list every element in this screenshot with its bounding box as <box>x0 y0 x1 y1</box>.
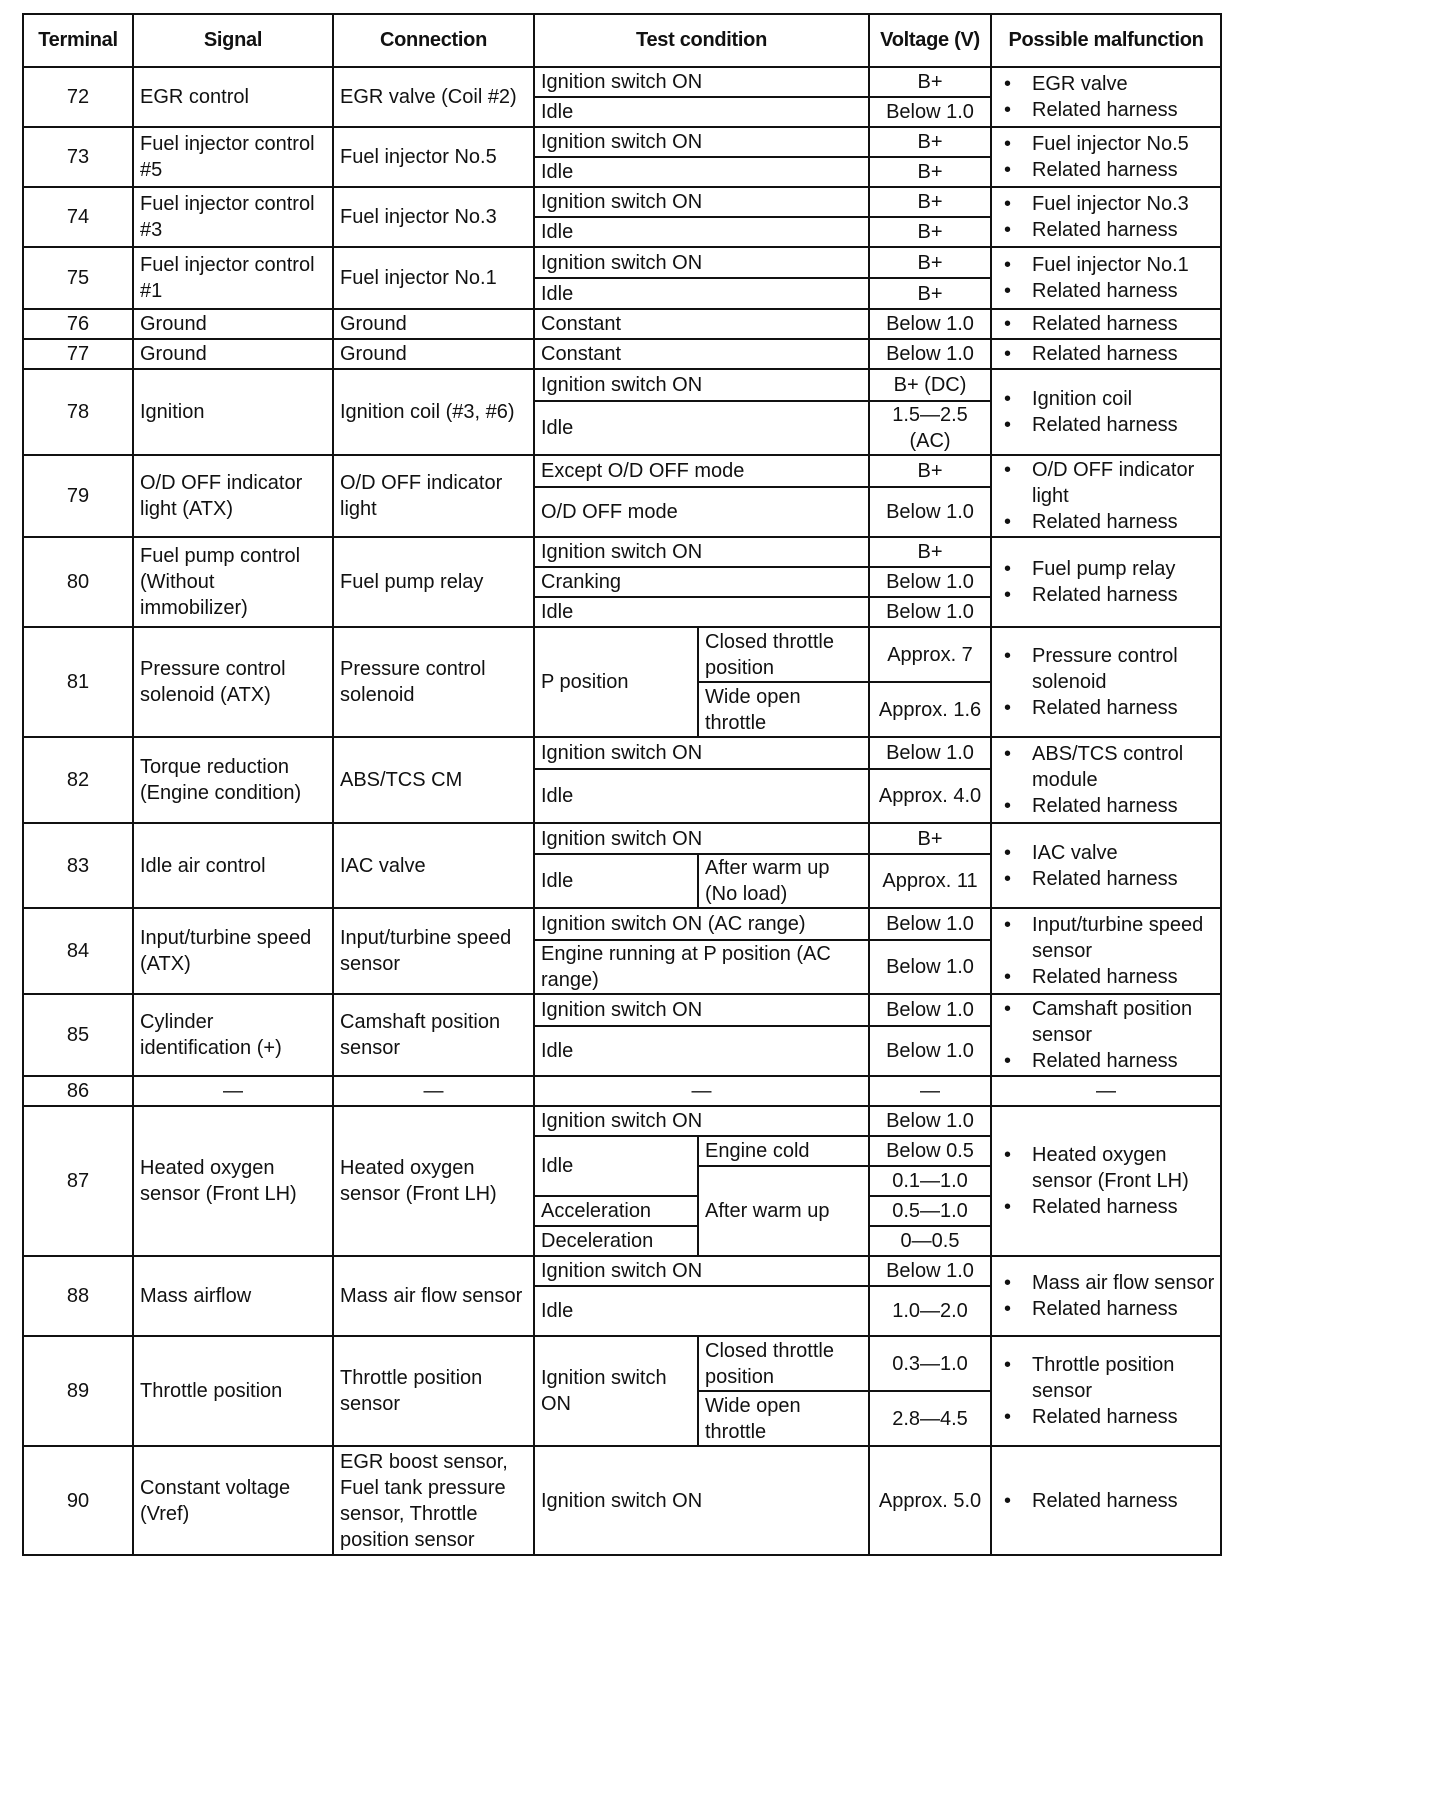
condition-sub-cell: After warm up (No load) <box>698 854 869 908</box>
condition-cell: Idle <box>534 1136 698 1196</box>
malfunction-item: • Related harness <box>1002 582 1216 608</box>
voltage-cell: 0—0.5 <box>869 1226 991 1256</box>
header-connection: Connection <box>333 14 534 67</box>
terminal-cell: 81 <box>23 627 133 737</box>
voltage-cell: — <box>869 1076 991 1106</box>
voltage-cell: B+ <box>869 247 991 278</box>
malfunction-item: • ABS/TCS control module <box>1002 741 1216 793</box>
voltage-cell: Approx. 5.0 <box>869 1446 991 1555</box>
malfunction-item: • Related harness <box>1002 695 1216 721</box>
connection-cell: IAC valve <box>333 823 534 908</box>
condition-cell: Ignition switch ON <box>534 247 869 278</box>
signal-cell: Fuel injector control #1 <box>133 247 333 309</box>
condition-cell: Ignition switch ON (AC range) <box>534 908 869 940</box>
malfunction-item: • Related harness <box>1002 311 1216 337</box>
voltage-cell: B+ (DC) <box>869 369 991 401</box>
malfunction-cell <box>991 1446 1221 1555</box>
connection-cell: Fuel pump relay <box>333 537 534 627</box>
table-row <box>23 455 1221 487</box>
terminal-cell: 77 <box>23 339 133 369</box>
signal-cell: EGR control <box>133 67 333 127</box>
malfunction-item: • Ignition coil <box>1002 386 1216 412</box>
signal-cell: Mass airflow <box>133 1256 333 1336</box>
voltage-cell: 1.5—2.5 (AC) <box>869 401 991 455</box>
voltage-cell: Approx. 11 <box>869 854 991 908</box>
signal-cell: Cylinder identification (+) <box>133 994 333 1076</box>
malfunction-item: • Related harness <box>1002 97 1216 123</box>
malfunction-item: • Fuel pump relay <box>1002 556 1216 582</box>
header-voltage: Voltage (V) <box>869 14 991 67</box>
signal-cell: Input/turbine speed (ATX) <box>133 908 333 994</box>
malfunction-item: • EGR valve <box>1002 71 1216 97</box>
voltage-cell: Below 1.0 <box>869 309 991 339</box>
connection-cell: Ground <box>333 309 534 339</box>
condition-cell: Except O/D OFF mode <box>534 455 869 487</box>
condition-cell: Idle <box>534 278 869 309</box>
signal-cell: Fuel injector control #5 <box>133 127 333 187</box>
malfunction-cell <box>991 737 1221 823</box>
voltage-cell: B+ <box>869 217 991 247</box>
table-row <box>23 537 1221 567</box>
voltage-cell: B+ <box>869 157 991 187</box>
table-row <box>23 908 1221 940</box>
malfunction-item: • Related harness <box>1002 1194 1216 1220</box>
terminal-cell: 79 <box>23 455 133 537</box>
connection-cell: O/D OFF indicator light <box>333 455 534 537</box>
terminal-cell: 76 <box>23 309 133 339</box>
malfunction-item: • Related harness <box>1002 157 1216 183</box>
malfunction-cell <box>991 994 1221 1076</box>
malfunction-cell <box>991 247 1221 309</box>
voltage-cell: Below 1.0 <box>869 737 991 769</box>
voltage-cell: Approx. 1.6 <box>869 682 991 737</box>
condition-sub-cell: Wide open throttle <box>698 682 869 737</box>
signal-cell: Ground <box>133 309 333 339</box>
condition-sub-cell: Closed throttle position <box>698 1336 869 1391</box>
condition-group-cell: P position <box>534 627 698 737</box>
condition-cell: Ignition switch ON <box>534 823 869 854</box>
voltage-cell: Approx. 7 <box>869 627 991 682</box>
condition-cell: Engine running at P position (AC range) <box>534 940 869 994</box>
header-signal: Signal <box>133 14 333 67</box>
table-row <box>23 1446 1221 1555</box>
malfunction-item: • Heated oxygen sensor (Front LH) <box>1002 1142 1216 1194</box>
connection-cell: Fuel injector No.3 <box>333 187 534 247</box>
malfunction-item: • Related harness <box>1002 217 1216 243</box>
condition-cell: Deceleration <box>534 1226 698 1256</box>
malfunction-item: • Related harness <box>1002 278 1216 304</box>
malfunction-item: • IAC valve <box>1002 840 1216 866</box>
malfunction-item: • Fuel injector No.5 <box>1002 131 1216 157</box>
terminal-cell: 80 <box>23 537 133 627</box>
voltage-cell: Below 1.0 <box>869 487 991 537</box>
condition-cell: Ignition switch ON <box>534 127 869 157</box>
signal-cell: O/D OFF indicator light (ATX) <box>133 455 333 537</box>
voltage-cell: Below 1.0 <box>869 1026 991 1076</box>
malfunction-item: • Related harness <box>1002 793 1216 819</box>
condition-cell: Idle <box>534 97 869 127</box>
condition-cell: Ignition switch ON <box>534 187 869 217</box>
voltage-cell: Below 1.0 <box>869 567 991 597</box>
malfunction-cell <box>991 309 1221 339</box>
condition-cell: Idle <box>534 854 698 908</box>
condition-cell: Idle <box>534 217 869 247</box>
terminal-cell: 90 <box>23 1446 133 1555</box>
connection-cell: Fuel injector No.5 <box>333 127 534 187</box>
header-terminal: Terminal <box>23 14 133 67</box>
signal-cell: Constant voltage (Vref) <box>133 1446 333 1555</box>
table-row <box>23 127 1221 157</box>
malfunction-cell <box>991 369 1221 455</box>
voltage-cell: Approx. 4.0 <box>869 769 991 823</box>
malfunction-item: • Related harness <box>1002 964 1216 990</box>
condition-sub-cell: After warm up <box>698 1166 869 1256</box>
voltage-cell: Below 1.0 <box>869 908 991 940</box>
table-row <box>23 67 1221 97</box>
malfunction-cell <box>991 627 1221 737</box>
signal-cell: Fuel injector control #3 <box>133 187 333 247</box>
condition-cell: Idle <box>534 401 869 455</box>
voltage-cell: Below 1.0 <box>869 1106 991 1136</box>
voltage-cell: Below 1.0 <box>869 994 991 1026</box>
signal-cell: Fuel pump control (Without immobilizer) <box>133 537 333 627</box>
voltage-cell: B+ <box>869 127 991 157</box>
condition-group-cell: Ignition switch ON <box>534 1336 698 1446</box>
condition-cell: Ignition switch ON <box>534 1256 869 1286</box>
voltage-cell: Below 1.0 <box>869 1256 991 1286</box>
signal-cell: Ignition <box>133 369 333 455</box>
signal-cell: Throttle position <box>133 1336 333 1446</box>
condition-cell: Cranking <box>534 567 869 597</box>
malfunction-item: • Related harness <box>1002 1296 1216 1322</box>
terminal-cell: 78 <box>23 369 133 455</box>
connection-cell: Input/turbine speed sensor <box>333 908 534 994</box>
malfunction-item: • Related harness <box>1002 866 1216 892</box>
terminal-cell: 87 <box>23 1106 133 1256</box>
signal-cell: Torque reduction (Engine condition) <box>133 737 333 823</box>
connection-cell: Ground <box>333 339 534 369</box>
condition-cell: Acceleration <box>534 1196 698 1226</box>
condition-cell: Idle <box>534 1026 869 1076</box>
condition-sub-cell: Engine cold <box>698 1136 869 1166</box>
connection-cell: Mass air flow sensor <box>333 1256 534 1336</box>
voltage-cell: Below 1.0 <box>869 339 991 369</box>
connection-cell: EGR valve (Coil #2) <box>333 67 534 127</box>
table-row <box>23 1336 1221 1391</box>
terminal-cell: 72 <box>23 67 133 127</box>
malfunction-cell <box>991 908 1221 994</box>
malfunction-cell <box>991 455 1221 537</box>
terminal-cell: 83 <box>23 823 133 908</box>
condition-cell: Ignition switch ON <box>534 1446 869 1555</box>
voltage-cell: B+ <box>869 67 991 97</box>
terminal-cell: 82 <box>23 737 133 823</box>
malfunction-item: • Throttle position sensor <box>1002 1352 1216 1404</box>
malfunction-item: • Input/turbine speed sensor <box>1002 912 1216 964</box>
table-row <box>23 627 1221 682</box>
connection-cell: Heated oxygen sensor (Front LH) <box>333 1106 534 1256</box>
voltage-cell: Below 1.0 <box>869 97 991 127</box>
connection-cell: Ignition coil (#3, #6) <box>333 369 534 455</box>
voltage-cell: Below 1.0 <box>869 940 991 994</box>
connection-cell: Fuel injector No.1 <box>333 247 534 309</box>
malfunction-cell: — <box>991 1076 1221 1106</box>
malfunction-item: • Mass air flow sensor <box>1002 1270 1216 1296</box>
table-row <box>23 994 1221 1026</box>
condition-cell: Ignition switch ON <box>534 737 869 769</box>
malfunction-cell <box>991 187 1221 247</box>
table-row <box>23 1106 1221 1136</box>
table-row <box>23 187 1221 217</box>
terminal-voltage-table <box>22 13 1222 1556</box>
malfunction-cell <box>991 823 1221 908</box>
condition-cell: Constant <box>534 309 869 339</box>
connection-cell: EGR boost sensor, Fuel tank pressure sensor, Throttle position sensor <box>333 1446 534 1555</box>
signal-cell: Ground <box>133 339 333 369</box>
condition-cell: Ignition switch ON <box>534 369 869 401</box>
malfunction-cell <box>991 1106 1221 1256</box>
header-test-condition: Test condition <box>534 14 869 67</box>
table-row <box>23 737 1221 769</box>
malfunction-item: • Fuel injector No.3 <box>1002 191 1216 217</box>
condition-cell: Idle <box>534 769 869 823</box>
table-row <box>23 247 1221 278</box>
malfunction-item: • Related harness <box>1002 412 1216 438</box>
malfunction-item: • Related harness <box>1002 1488 1216 1514</box>
signal-cell: Heated oxygen sensor (Front LH) <box>133 1106 333 1256</box>
terminal-cell: 84 <box>23 908 133 994</box>
connection-cell: Pressure control solenoid <box>333 627 534 737</box>
connection-cell: — <box>333 1076 534 1106</box>
malfunction-cell <box>991 1336 1221 1446</box>
terminal-cell: 89 <box>23 1336 133 1446</box>
voltage-cell: Below 0.5 <box>869 1136 991 1166</box>
condition-sub-cell: Closed throttle position <box>698 627 869 682</box>
condition-cell: — <box>534 1076 869 1106</box>
connection-cell: Throttle position sensor <box>333 1336 534 1446</box>
voltage-cell: B+ <box>869 537 991 567</box>
table-row <box>23 1256 1221 1286</box>
malfunction-item: • O/D OFF indicator light <box>1002 457 1216 509</box>
voltage-cell: 0.1—1.0 <box>869 1166 991 1196</box>
connection-cell: ABS/TCS CM <box>333 737 534 823</box>
table-row <box>23 309 1221 339</box>
malfunction-item: • Fuel injector No.1 <box>1002 252 1216 278</box>
malfunction-cell <box>991 339 1221 369</box>
condition-sub-cell: Wide open throttle <box>698 1391 869 1446</box>
condition-cell: Constant <box>534 339 869 369</box>
terminal-voltage-table-container <box>22 13 1222 1556</box>
terminal-cell: 86 <box>23 1076 133 1106</box>
voltage-cell: B+ <box>869 455 991 487</box>
voltage-cell: B+ <box>869 278 991 309</box>
malfunction-item: • Related harness <box>1002 509 1216 535</box>
table-header-row <box>23 14 1221 67</box>
terminal-cell: 85 <box>23 994 133 1076</box>
malfunction-item: • Related harness <box>1002 341 1216 367</box>
terminal-cell: 88 <box>23 1256 133 1336</box>
table-row <box>23 823 1221 854</box>
malfunction-cell <box>991 537 1221 627</box>
voltage-cell: 0.3—1.0 <box>869 1336 991 1391</box>
condition-cell: Idle <box>534 597 869 627</box>
voltage-cell: 2.8—4.5 <box>869 1391 991 1446</box>
condition-cell: Ignition switch ON <box>534 994 869 1026</box>
voltage-cell: B+ <box>869 823 991 854</box>
terminal-cell: 74 <box>23 187 133 247</box>
condition-cell: Ignition switch ON <box>534 67 869 97</box>
condition-cell: Ignition switch ON <box>534 1106 869 1136</box>
malfunction-item: • Pressure control solenoid <box>1002 643 1216 695</box>
voltage-cell: B+ <box>869 187 991 217</box>
table-row <box>23 339 1221 369</box>
voltage-cell: 0.5—1.0 <box>869 1196 991 1226</box>
condition-cell: Ignition switch ON <box>534 537 869 567</box>
malfunction-cell <box>991 67 1221 127</box>
condition-cell: Idle <box>534 1286 869 1336</box>
malfunction-cell <box>991 1256 1221 1336</box>
malfunction-cell <box>991 127 1221 187</box>
terminal-cell: 73 <box>23 127 133 187</box>
malfunction-item: • Related harness <box>1002 1404 1216 1430</box>
signal-cell: Pressure control solenoid (ATX) <box>133 627 333 737</box>
terminal-cell: 75 <box>23 247 133 309</box>
signal-cell: Idle air control <box>133 823 333 908</box>
condition-cell: O/D OFF mode <box>534 487 869 537</box>
header-malfunction: Possible malfunction <box>991 14 1221 67</box>
voltage-cell: 1.0—2.0 <box>869 1286 991 1336</box>
table-row <box>23 369 1221 401</box>
malfunction-item: • Related harness <box>1002 1048 1216 1074</box>
signal-cell: — <box>133 1076 333 1106</box>
malfunction-item: • Camshaft position sensor <box>1002 996 1216 1048</box>
table-row <box>23 1076 1221 1106</box>
voltage-cell: Below 1.0 <box>869 597 991 627</box>
condition-cell: Idle <box>534 157 869 187</box>
connection-cell: Camshaft position sensor <box>333 994 534 1076</box>
